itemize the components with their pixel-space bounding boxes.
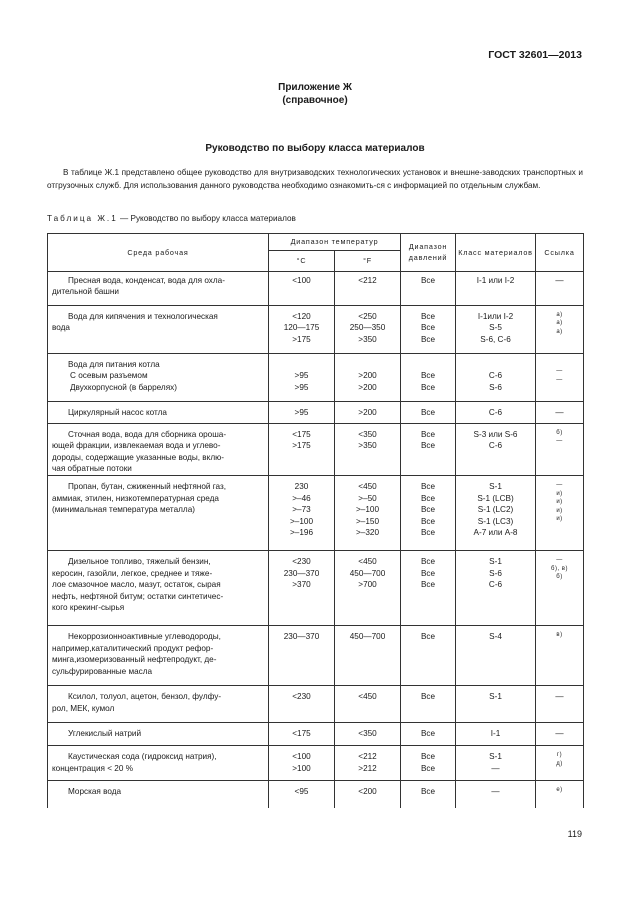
cell-value: Все	[420, 429, 436, 439]
cell-value: и)	[556, 507, 563, 514]
cell-medium	[48, 685, 269, 722]
cell-ref	[536, 745, 584, 780]
cell-value: Все	[420, 481, 436, 491]
medium-line: керосин, газойли, легкое, среднее и тяже-	[52, 568, 213, 578]
cell-c	[269, 353, 335, 401]
cell-p	[401, 305, 456, 353]
cell-value: C-6	[488, 371, 503, 381]
cell-medium	[48, 305, 269, 353]
cell-f	[335, 423, 401, 475]
cell-ref	[536, 423, 584, 475]
cell-value: I-1 или I-2	[476, 275, 515, 285]
medium-line: Сточная вода, вода для сборника ороша-	[68, 429, 227, 439]
cell-value: Все	[420, 580, 436, 590]
cell-value: —	[556, 556, 563, 563]
cell-value: <350	[358, 429, 377, 439]
cell-medium	[48, 401, 269, 423]
cell-value: —	[556, 368, 563, 375]
cell-value: Все	[420, 334, 436, 344]
header-ref: Ссылка	[536, 234, 584, 272]
cell-value: и)	[556, 499, 563, 506]
cell-cls	[456, 625, 536, 685]
cell-medium	[48, 475, 269, 550]
cell-p	[401, 475, 456, 550]
cell-value: >350	[358, 334, 377, 344]
cell-ref	[536, 353, 584, 401]
cell-value: —	[556, 481, 563, 488]
cell-f	[335, 271, 401, 305]
cell-cls	[456, 271, 536, 305]
medium-line: ющей фракции, извлекаемая вода и углево-	[52, 441, 221, 451]
cell-p	[401, 401, 456, 423]
cell-value: S-1	[489, 481, 502, 491]
table-row	[48, 475, 584, 550]
table-row	[48, 423, 584, 475]
cell-value: 250—350	[349, 323, 386, 333]
cell-value	[339, 359, 396, 371]
cell-value: Все	[420, 728, 436, 738]
table-body	[48, 271, 584, 808]
medium-line: (минимальная температура металла)	[52, 505, 195, 515]
cell-value: >700	[358, 580, 377, 590]
cell-value: <200	[358, 786, 377, 796]
header-medium: Среда рабочая	[48, 234, 269, 272]
cell-f	[335, 745, 401, 780]
medium-line: Ксилол, толуол, ацетон, бензол, фулфу-	[68, 691, 222, 701]
cell-value: <100	[292, 751, 311, 761]
cell-c	[269, 745, 335, 780]
cell-value: S-1 (LC2)	[477, 505, 514, 515]
medium-line: Каустическая сода (гидроксид натрия),	[68, 751, 217, 761]
cell-ref	[536, 271, 584, 305]
cell-value	[540, 359, 579, 368]
medium-line: чая обратные потоки	[52, 464, 132, 474]
medium-line: Пресная вода, конденсат, вода для охла-	[68, 275, 225, 285]
cell-f	[335, 305, 401, 353]
medium-line: сульфурированные масла	[52, 666, 153, 676]
medium-line: например,каталитический продукт рефор-	[52, 643, 214, 653]
medium-line: Морская вода	[68, 786, 122, 796]
cell-c	[269, 780, 335, 808]
page-number: 119	[567, 829, 582, 839]
cell-c	[269, 685, 335, 722]
cell-value: —	[555, 728, 564, 738]
cell-c	[269, 722, 335, 745]
medium-line: Пропан, бутан, сжиженный нефтяной газ,	[68, 481, 227, 491]
cell-value: Все	[420, 407, 436, 417]
cell-value: C-6	[488, 441, 503, 451]
cell-value: б), в)	[551, 565, 568, 572]
intro-paragraph	[47, 167, 583, 192]
cell-value: >370	[292, 580, 311, 590]
cell-value: Все	[420, 568, 436, 578]
cell-value: I-1или I-2	[477, 311, 514, 321]
cell-value: <212	[358, 275, 377, 285]
cell-medium	[48, 550, 269, 625]
cell-value: >100	[292, 763, 311, 773]
cell-medium	[48, 745, 269, 780]
cell-value: >175	[292, 334, 311, 344]
cell-value: <100	[292, 275, 311, 285]
table-caption-text: — Руководство по выбору класса материалов	[117, 214, 296, 223]
cell-value: S-4	[489, 631, 502, 641]
cell-c	[269, 550, 335, 625]
table-row	[48, 625, 584, 685]
cell-medium	[48, 423, 269, 475]
cell-p	[401, 780, 456, 808]
cell-p	[401, 423, 456, 475]
cell-value: C-6	[488, 580, 503, 590]
cell-c	[269, 305, 335, 353]
cell-value: C-6	[488, 407, 503, 417]
cell-value: >95	[294, 371, 309, 381]
cell-value: <175	[292, 429, 311, 439]
cell-c	[269, 271, 335, 305]
appendix-label: Приложение Ж	[278, 82, 352, 93]
cell-value: >200	[358, 371, 377, 381]
medium-line: рол, МЕК, кумол	[52, 703, 115, 713]
cell-medium	[48, 353, 269, 401]
header-fahrenheit: °F	[335, 250, 401, 271]
cell-f	[335, 353, 401, 401]
cell-value: >200	[358, 382, 377, 392]
cell-value: 230—370	[283, 568, 320, 578]
cell-value: Все	[420, 382, 436, 392]
cell-f	[335, 401, 401, 423]
cell-medium	[48, 780, 269, 808]
cell-value: д)	[556, 760, 563, 767]
cell-value: Все	[420, 516, 436, 526]
intro-text: В таблице Ж.1 представлено общее руководство для внутризаводских технологических установок и внешне-заводских транспортных и отгрузочных служб. Для использования данного руководства необходимо ознакомить-ся с информацией по отдельным службам.	[47, 168, 583, 190]
cell-value: Все	[420, 505, 436, 515]
table-row	[48, 305, 584, 353]
cell-ref	[536, 475, 584, 550]
cell-value: в)	[556, 631, 563, 638]
cell-value: Все	[420, 786, 436, 796]
cell-ref	[536, 305, 584, 353]
cell-value: <450	[358, 481, 377, 491]
cell-cls	[456, 745, 536, 780]
cell-value: Все	[420, 556, 436, 566]
cell-value: >95	[294, 382, 309, 392]
table-row	[48, 353, 584, 401]
cell-medium	[48, 271, 269, 305]
cell-value: <175	[292, 728, 311, 738]
medium-line: лое смазочное масло, мазут, остаток, сырая	[52, 580, 221, 590]
cell-value: >175	[292, 441, 311, 451]
table-row	[48, 401, 584, 423]
cell-value: 120—175	[283, 323, 320, 333]
cell-value: S-3 или S-6	[473, 429, 518, 439]
cell-value: >–46	[292, 493, 311, 503]
cell-value: <250	[358, 311, 377, 321]
cell-f	[335, 475, 401, 550]
cell-value: а)	[556, 328, 563, 335]
cell-value: 230—370	[283, 631, 320, 641]
cell-value: Все	[420, 493, 436, 503]
medium-line: минга,изомеризованный нефтепродукт, де-	[52, 655, 217, 665]
table-caption	[47, 214, 296, 223]
cell-value: и)	[556, 516, 563, 523]
cell-value: S-1	[489, 691, 502, 701]
cell-value: —	[555, 407, 564, 417]
appendix-type: (справочное)	[282, 95, 348, 106]
cell-value: б)	[556, 574, 563, 581]
cell-cls	[456, 685, 536, 722]
cell-f	[335, 550, 401, 625]
cell-value: >350	[358, 441, 377, 451]
medium-line: нефть, нефтяной битум; остатки синтетичес-	[52, 591, 224, 601]
page-title: Руководство по выбору класса материалов	[205, 143, 425, 154]
medium-line: Вода для кипячения и технологическая	[68, 311, 218, 321]
cell-ref	[536, 685, 584, 722]
cell-c	[269, 401, 335, 423]
cell-value: <95	[294, 786, 309, 796]
table-row	[48, 271, 584, 305]
cell-value: Все	[420, 631, 436, 641]
cell-medium	[48, 722, 269, 745]
cell-f	[335, 780, 401, 808]
cell-value: <230	[292, 691, 311, 701]
cell-cls	[456, 423, 536, 475]
cell-cls	[456, 475, 536, 550]
cell-value: Все	[420, 441, 436, 451]
cell-ref	[536, 625, 584, 685]
medium-line: дительной башни	[52, 287, 119, 297]
table-caption-label: Таблица Ж.1	[47, 214, 118, 223]
cell-value: >–100	[290, 516, 313, 526]
cell-value: а)	[556, 311, 563, 318]
cell-value: —	[555, 275, 564, 285]
cell-value: >212	[358, 763, 377, 773]
cell-value: —	[491, 763, 500, 773]
medium-line: Некоррозионноактивные углеводороды,	[68, 631, 221, 641]
table-row	[48, 745, 584, 780]
table-row	[48, 685, 584, 722]
cell-value: —	[491, 786, 500, 796]
cell-value: S-6	[489, 382, 502, 392]
cell-p	[401, 271, 456, 305]
cell-value: Все	[420, 528, 436, 538]
cell-p	[401, 722, 456, 745]
cell-cls	[456, 550, 536, 625]
cell-cls	[456, 353, 536, 401]
cell-value: >–320	[356, 528, 379, 538]
cell-value	[273, 359, 330, 371]
cell-c	[269, 625, 335, 685]
cell-value: 450—700	[349, 568, 386, 578]
cell-ref	[536, 550, 584, 625]
cell-medium	[48, 625, 269, 685]
header-temp-range: Диапазон температур	[269, 234, 401, 251]
medium-line: Двухкорпусной (в баррелях)	[70, 382, 177, 392]
materials-table	[47, 233, 584, 808]
cell-p	[401, 685, 456, 722]
cell-value: S-1 (LCB)	[477, 493, 514, 503]
cell-p	[401, 625, 456, 685]
medium-line: вода	[52, 323, 70, 333]
cell-value: S-1	[489, 556, 502, 566]
cell-ref	[536, 401, 584, 423]
cell-cls	[456, 722, 536, 745]
cell-cls	[456, 401, 536, 423]
cell-value: б)	[556, 429, 563, 436]
cell-value: а)	[556, 320, 563, 327]
cell-value: <450	[358, 691, 377, 701]
header-celsius: °С	[269, 250, 335, 271]
table-row	[48, 780, 584, 808]
cell-value: <120	[292, 311, 311, 321]
cell-value: <212	[358, 751, 377, 761]
medium-line: аммиак, этилен, низкотемпературная среда	[52, 493, 219, 503]
cell-value: A-7 или A-8	[473, 528, 518, 538]
cell-value	[405, 359, 451, 371]
cell-ref	[536, 722, 584, 745]
document-code: ГОСТ 32601—2013	[488, 49, 582, 61]
medium-line: С осевым разъемом	[70, 371, 148, 381]
cell-value: е)	[556, 786, 563, 793]
cell-value: S-5	[489, 323, 502, 333]
cell-value: <350	[358, 728, 377, 738]
cell-value: >–73	[292, 505, 311, 515]
cell-p	[401, 745, 456, 780]
cell-value: Все	[420, 371, 436, 381]
cell-cls	[456, 780, 536, 808]
cell-value: Все	[420, 275, 436, 285]
medium-line: Вода для питания котла	[68, 359, 160, 369]
cell-value: I-1	[490, 728, 501, 738]
cell-value: >200	[358, 407, 377, 417]
cell-p	[401, 353, 456, 401]
cell-value: —	[556, 376, 563, 383]
cell-value: Все	[420, 691, 436, 701]
medium-line: дороды, содержащие указанные воды, вклю-	[52, 452, 224, 462]
cell-value: >–196	[290, 528, 313, 538]
cell-ref	[536, 780, 584, 808]
cell-value: S-6, C-6	[480, 334, 511, 344]
cell-value: <450	[358, 556, 377, 566]
medium-line: кого крекинг-сырья	[52, 603, 125, 613]
cell-value: и)	[556, 490, 563, 497]
cell-value: Все	[420, 763, 436, 773]
cell-f	[335, 625, 401, 685]
medium-line: концентрация < 20 %	[52, 763, 133, 773]
cell-value: >–50	[358, 493, 377, 503]
cell-value: Все	[420, 751, 436, 761]
cell-value: Все	[420, 323, 436, 333]
table-row	[48, 722, 584, 745]
cell-value: S-1	[489, 751, 502, 761]
cell-f	[335, 722, 401, 745]
cell-value: Все	[420, 311, 436, 321]
cell-value: —	[555, 691, 564, 701]
cell-value: >–150	[356, 516, 379, 526]
cell-value: 450—700	[349, 631, 386, 641]
cell-value: <230	[292, 556, 311, 566]
cell-p	[401, 550, 456, 625]
cell-value: г)	[556, 751, 563, 758]
cell-c	[269, 475, 335, 550]
appendix-title	[0, 81, 630, 107]
cell-value	[460, 359, 531, 371]
cell-c	[269, 423, 335, 475]
cell-value: >–100	[356, 505, 379, 515]
cell-cls	[456, 305, 536, 353]
cell-value: >95	[294, 407, 309, 417]
table-row	[48, 550, 584, 625]
medium-line: Циркулярный насос котла	[68, 407, 167, 417]
header-pressure: Диапазон давлений	[401, 234, 456, 272]
header-class: Класс материалов	[456, 234, 536, 272]
medium-line: Углекислый натрий	[68, 728, 142, 738]
medium-line: Дизельное топливо, тяжелый бензин,	[68, 556, 211, 566]
cell-value: S-1 (LC3)	[477, 516, 514, 526]
cell-value: 230	[294, 481, 309, 491]
cell-f	[335, 685, 401, 722]
cell-value: S-6	[489, 568, 502, 578]
cell-value: —	[556, 438, 563, 445]
